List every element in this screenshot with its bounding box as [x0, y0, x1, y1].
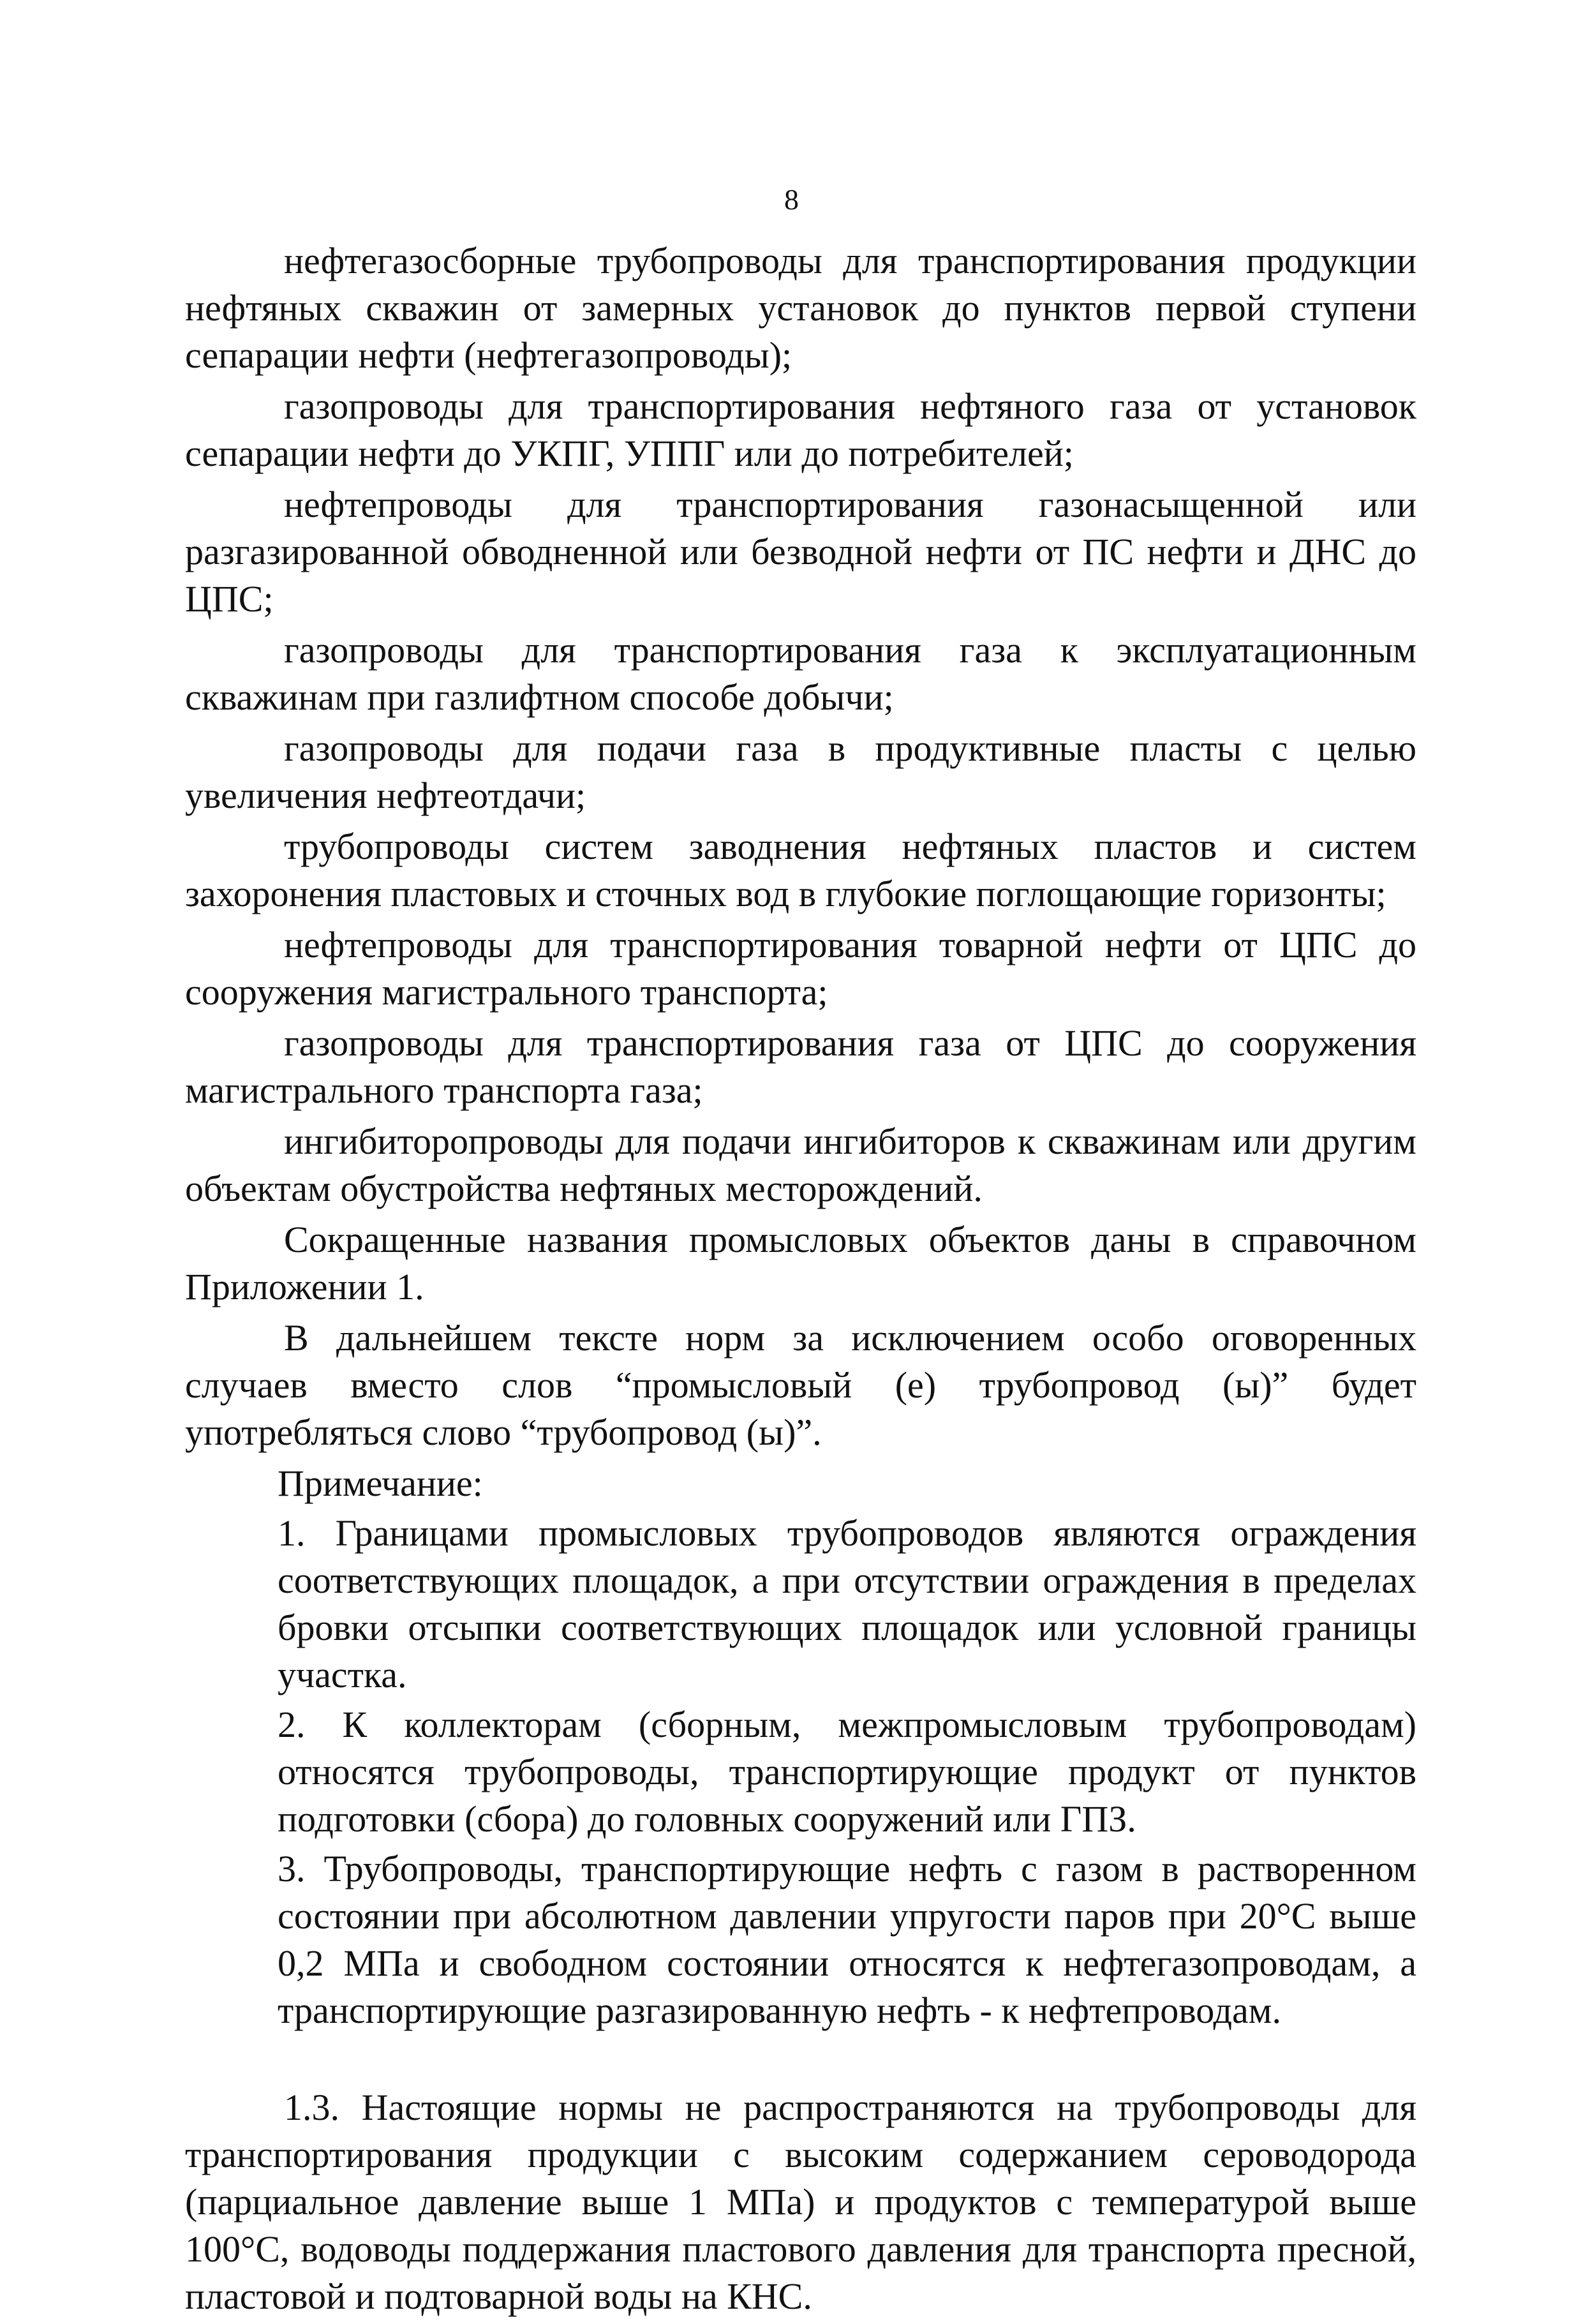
pipeline-type-item: нефтепроводы для транспортирования товарной нефти от ЦПС до сооружения магистрального транспорта;	[185, 924, 1416, 1013]
pipeline-type-item: газопроводы для транспортирования газа к эксплуатационным скважинам при газлифтном способе добычи;	[185, 629, 1416, 718]
section-1-3-paragraph: 1.3. Настоящие нормы не распространяются на трубопроводы для транспортирования продукции с высоким содержанием сероводорода (парциальное давление выше 1 МПа) и продуктов с температурой выше 100°С, водоводы поддержания пластового давления для транспорта пресной, пластовой и подтоварной воды на КНС.	[185, 2087, 1416, 2317]
document-body	[185, 237, 1416, 2324]
note-item: 2. К коллекторам (сборным, межпромысловым трубопроводам) относятся трубопроводы, транспортирующие продукт от пунктов подготовки (сбора) до головных сооружений или ГПЗ.	[278, 1704, 1416, 1840]
pipeline-type-item: газопроводы для транспортирования газа от ЦПС до сооружения магистрального транспорта газа;	[185, 1022, 1416, 1111]
pipeline-type-item: нефтепроводы для транспортирования газонасыщенной или разгазированной обводненной или безводной нефти от ПС нефти и ДНС до ЦПС;	[185, 484, 1416, 620]
notes-title: Примечание:	[278, 1463, 483, 1504]
note-item: 1. Границами промысловых трубопроводов являются ограждения соответствующих площадок, а при отсутствии ограждения в пределах бровки отсыпки соответствующих площадок или условной границы участка.	[278, 1512, 1416, 1695]
pipeline-type-item: ингибиторопроводы для подачи ингибиторов к скважинам или другим объектам обустройства нефтяных месторождений.	[185, 1121, 1416, 1209]
page-number: 8	[784, 183, 799, 216]
pipeline-type-item: газопроводы для подачи газа в продуктивные пласты с целью увеличения нефтеотдачи;	[185, 727, 1416, 816]
pipeline-type-item: газопроводы для транспортирования нефтяного газа от установок сепарации нефти до УКПГ, УППГ или до потребителей;	[185, 385, 1416, 474]
notes-block	[185, 1460, 1416, 2034]
naming-paragraph: В дальнейшем тексте норм за исключением особо оговоренных случаев вместо слов “промысловый (е) трубопровод (ы)” будет употребляться слово “трубопровод (ы)”.	[185, 1317, 1416, 1453]
pipeline-type-item: нефтегазосборные трубопроводы для транспортирования продукции нефтяных скважин от замерных установок до пунктов первой ступени сепарации нефти (нефтегазопроводы);	[185, 240, 1416, 376]
pipeline-type-item: трубопроводы систем заводнения нефтяных пластов и систем захоронения пластовых и сточных вод в глубокие поглощающие горизонты;	[185, 826, 1416, 914]
abbreviations-paragraph: Сокращенные названия промысловых объектов даны в справочном Приложении 1.	[185, 1219, 1416, 1307]
note-item: 3. Трубопроводы, транспортирующие нефть с газом в растворенном состоянии при абсолютном давлении упругости паров при 20°С выше 0,2 МПа и свободном состоянии относятся к нефтегазопроводам, а транспортирующие разгазированную нефть - к нефтепроводам.	[278, 1848, 1416, 2031]
